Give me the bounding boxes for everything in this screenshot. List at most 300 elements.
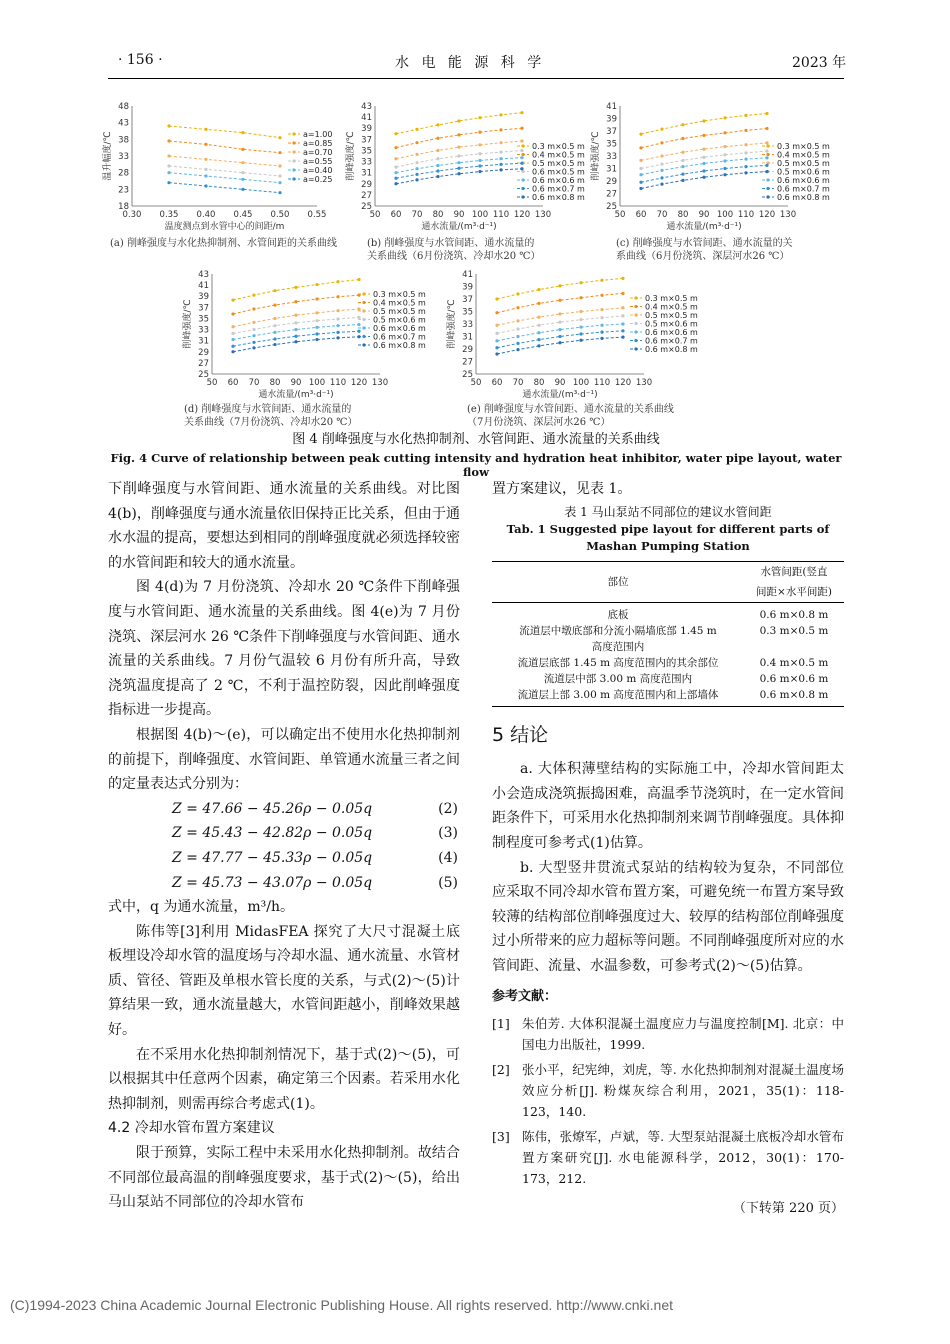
data-point (621, 314, 624, 317)
data-point (600, 279, 603, 282)
data-point (436, 157, 439, 160)
y-tick-label: 18 (118, 202, 129, 212)
x-tick-label: 120 (350, 378, 368, 388)
data-point (336, 331, 339, 334)
data-point (231, 332, 234, 335)
x-tick-label: 90 (554, 378, 566, 388)
data-point (294, 314, 297, 317)
data-point (537, 302, 540, 305)
data-point (478, 159, 481, 162)
data-point (478, 164, 481, 167)
y-tick-label: 39 (361, 124, 372, 135)
data-point (294, 335, 297, 338)
x-tick-label: 90 (698, 210, 710, 220)
data-point (315, 319, 318, 322)
y-axis-label: 削峰强度/℃ (591, 131, 601, 181)
data-point (702, 148, 705, 151)
data-point (336, 317, 339, 320)
series-line (396, 128, 522, 147)
data-point (744, 171, 747, 174)
data-point (558, 299, 561, 302)
data-point (520, 111, 523, 114)
data-point (495, 352, 498, 355)
subcap-e: (e) 削峰强度与水管间距、通水流量的关系曲线 （7月份浇筑、深层河水26 ℃） (467, 404, 674, 428)
data-point (723, 153, 726, 156)
para: 图 4(d)为 7 月份浇筑、冷却水 20 ℃条件下削峰强度与水管间距、通水流量的关系曲线。图 4(e)为 7 月份浇筑、深层河水 26 ℃条件下削峰强度与水管间距、通水流量的关系曲线。7 月份气温较 6 月份有所升高，导致浇筑温度提高了 2 ℃，不利于温控防裂，因此削峰强度指标进一步提高。 (108, 579, 460, 719)
y-tick-label: 35 (198, 314, 209, 325)
legend-label: 0.6 m×0.6 m (777, 176, 830, 185)
data-point (167, 124, 170, 127)
figure-caption-en: Fig. 4 Curve of relationship between peak cutting intensity and hydration heat inhibitor, water pipe layout, water flow (110, 451, 842, 479)
data-point (167, 139, 170, 142)
equation-4: Z = 47.77 − 45.33ρ − 0.05q (4) (172, 849, 458, 866)
y-tick-label: 33 (361, 157, 372, 168)
data-point (537, 288, 540, 291)
data-point (520, 156, 523, 159)
x-tick-label: 90 (290, 378, 302, 388)
chart-a (100, 96, 350, 260)
legend-label: 0.5 m×0.5 m (532, 159, 585, 168)
para: 陈伟等[3]利用 MidasFEA 探究了大尺寸混凝土底板埋设冷却水管的温度场与冷却水温、通水流量、水管材质、管径、管距及单根水管长度的关系，与式(2)～(5)计算结果一致，通水流量越大，水管间距越小，削峰效果越好。 (108, 923, 460, 1039)
y-tick-label: 35 (462, 307, 473, 318)
data-point (457, 146, 460, 149)
data-point (204, 158, 207, 161)
data-point (241, 161, 244, 164)
legend-label: 0.5 m×0.5 m (777, 159, 830, 168)
legend-marker (634, 339, 637, 342)
chart-d (180, 264, 450, 408)
legend-label: 0.4 m×0.5 m (532, 150, 585, 160)
y-tick-label: 27 (606, 189, 617, 200)
data-point (357, 307, 360, 310)
data-point (702, 119, 705, 122)
data-point (457, 119, 460, 122)
data-point (723, 131, 726, 134)
legend-marker (634, 347, 637, 350)
data-point (702, 176, 705, 179)
data-point (294, 300, 297, 303)
table-1 (492, 561, 844, 707)
data-point (579, 326, 582, 329)
data-point (252, 321, 255, 324)
data-point (537, 324, 540, 327)
data-point (294, 328, 297, 331)
y-tick-label: 43 (198, 270, 209, 280)
y-tick-label: 37 (606, 127, 617, 137)
legend-marker (766, 195, 769, 198)
data-point (457, 172, 460, 175)
data-point (681, 173, 684, 176)
legend-label: 0.6 m×0.8 m (373, 341, 426, 350)
data-point (516, 292, 519, 295)
legend-label: 0.3 m×0.5 m (645, 294, 698, 303)
data-point (436, 164, 439, 167)
legend-marker (521, 195, 524, 198)
data-point (639, 173, 642, 176)
y-tick-label: 41 (606, 102, 617, 112)
data-point (723, 173, 726, 176)
x-tick-label: 0.40 (196, 210, 216, 220)
data-point (520, 167, 523, 170)
data-point (273, 324, 276, 327)
x-tick-label: 80 (269, 378, 281, 388)
conclusion-b: b. 大型竖井贯流式泵站的结构较为复杂，不同部位应采取不同冷却水管布置方案，可避免统一布置方案导致较薄的结构部位削峰强度过大、较厚的结构部位削峰强度过小所带来的应力超标等问题。不同削峰强度所对应的水管间距、流量、水温参数，可参考式(2)～(5)估算。 (492, 859, 844, 974)
data-point (600, 331, 603, 334)
section-heading-4-2: 4.2 冷却水管布置方案建议 (108, 1120, 275, 1137)
data-point (315, 283, 318, 286)
x-tick-label: 0.30 (122, 210, 142, 220)
data-point (252, 328, 255, 331)
data-point (478, 131, 481, 134)
data-point (231, 338, 234, 341)
series-line (641, 172, 767, 189)
data-point (273, 317, 276, 320)
table-row: 流道层底部 1.45 m 高度范围内的其余部位 0.4 m×0.5 m (517, 656, 829, 669)
legend-marker (634, 330, 637, 333)
x-tick-label: 50 (206, 378, 218, 388)
legend-label: 0.3 m×0.5 m (373, 290, 426, 299)
data-point (621, 322, 624, 325)
data-point (723, 167, 726, 170)
data-point (495, 324, 498, 327)
data-point (336, 324, 339, 327)
y-tick-label: 39 (606, 114, 617, 125)
legend-marker (292, 141, 295, 144)
data-point (495, 311, 498, 314)
series-line (396, 163, 522, 178)
data-point (415, 153, 418, 156)
subcap-b: (b) 削峰强度与水管间距、通水流量的 关系曲线（6月份浇筑、冷却水20 ℃） (367, 238, 541, 262)
right-column (492, 477, 844, 1222)
data-point (499, 151, 502, 154)
series-line (233, 337, 359, 352)
data-point (702, 169, 705, 172)
x-tick-label: 50 (369, 210, 381, 220)
y-tick-label: 37 (198, 303, 209, 314)
x-axis-label: 通水流量/(m³·d⁻¹) (258, 390, 334, 400)
data-point (744, 165, 747, 168)
data-point (167, 154, 170, 157)
legend-marker (634, 296, 637, 299)
data-point (241, 171, 244, 174)
series-line (233, 280, 359, 301)
equation-5: Z = 45.73 − 43.07ρ − 0.05q (5) (172, 874, 458, 891)
legend-marker (362, 292, 365, 295)
subcap-a: (a) 削峰强度与水化热抑制剂、水管间距的关系曲线 (110, 238, 337, 249)
legend-marker (766, 178, 769, 181)
data-point (415, 128, 418, 131)
table-row: 流道层中墩底部和分流小隔墙底部 1.45 m 0.3 m×0.5 m (519, 624, 829, 637)
x-tick-label: 110 (593, 378, 611, 388)
series-line (396, 169, 522, 184)
y-tick-label: 41 (198, 281, 209, 292)
legend-marker (521, 187, 524, 190)
data-point (495, 346, 498, 349)
data-point (681, 123, 684, 126)
x-tick-label: 60 (491, 378, 503, 388)
continued-note: （下转第 220 页） (732, 1201, 844, 1217)
legend-label: 0.4 m×0.5 m (777, 150, 830, 160)
x-tick-label: 80 (432, 210, 444, 220)
data-point (579, 310, 582, 313)
data-point (499, 141, 502, 144)
data-point (273, 289, 276, 292)
data-point (278, 164, 281, 167)
data-point (204, 168, 207, 171)
subcap-d: (d) 削峰强度与水管间距、通水流量的 关系曲线（7月份浇筑、冷却水20 ℃） (184, 404, 358, 428)
data-point (660, 169, 663, 172)
data-point (520, 149, 523, 152)
legend-label: 0.6 m×0.7 m (532, 184, 585, 194)
data-point (167, 181, 170, 184)
data-point (765, 156, 768, 159)
data-point (336, 336, 339, 339)
reference-item: [1] 朱伯芳. 大体积混凝土温度应力与温度控制[M]. 北京：中国电力出版社，1999. (492, 1016, 844, 1053)
y-axis-label: 削峰强度/℃ (447, 299, 457, 349)
y-tick-label: 33 (462, 320, 473, 330)
data-point (204, 184, 207, 187)
y-tick-label: 27 (361, 190, 372, 201)
data-point (336, 309, 339, 312)
data-point (241, 148, 244, 151)
series-line (497, 324, 623, 341)
data-point (558, 321, 561, 324)
x-tick-label: 0.55 (307, 210, 327, 220)
data-point (457, 161, 460, 164)
legend-label: 0.3 m×0.5 m (777, 142, 830, 151)
data-point (639, 146, 642, 149)
data-point (231, 312, 234, 315)
legend-label: 0.4 m×0.5 m (373, 298, 426, 308)
data-point (660, 141, 663, 144)
y-tick-label: 28 (118, 168, 129, 179)
data-point (558, 328, 561, 331)
legend-label: 0.6 m×0.6 m (532, 176, 585, 185)
legend-label: 0.6 m×0.8 m (645, 345, 698, 354)
y-tick-label: 29 (361, 179, 372, 190)
x-tick-label: 100 (308, 378, 326, 388)
x-tick-label: 110 (329, 378, 347, 388)
data-point (204, 128, 207, 131)
para: 下削峰强度与水管间距、通水流量的关系曲线。对比图 4(b)，削峰强度与通水流量依旧保持正比关系，但由于通水水温的提高，要想达到相同的削峰强度就必须选择较密的水管间距和较大的通水流量。 (108, 481, 460, 571)
data-point (394, 132, 397, 135)
legend-label: 0.4 m×0.5 m (645, 302, 698, 312)
data-point (723, 159, 726, 162)
legend-marker (292, 132, 295, 135)
data-point (600, 324, 603, 327)
x-tick-label: 60 (635, 210, 647, 220)
data-point (436, 137, 439, 140)
legend-marker (521, 178, 524, 181)
table-header-spacing: 水管间距(竖直 间距×水平间距) (756, 565, 832, 598)
data-point (639, 133, 642, 136)
data-point (579, 332, 582, 335)
data-point (520, 139, 523, 142)
data-point (394, 146, 397, 149)
x-tick-label: 120 (614, 378, 632, 388)
copyright-footer: (C)1994-2023 China Academic Journal Electronic Publishing House. All rights reserved. http://www.cnki.net (10, 1297, 673, 1313)
data-point (499, 168, 502, 171)
legend-label: a=0.85 (303, 139, 333, 148)
journal-title: 水 电 能 源 科 学 (395, 55, 546, 71)
data-point (394, 166, 397, 169)
series-line (169, 183, 280, 193)
data-point (520, 162, 523, 165)
data-point (639, 167, 642, 170)
data-point (499, 157, 502, 160)
data-point (516, 319, 519, 322)
y-tick-label: 25 (606, 202, 617, 212)
data-point (702, 162, 705, 165)
y-tick-label: 38 (118, 135, 129, 146)
series-line (497, 293, 623, 312)
data-point (639, 187, 642, 190)
legend-label: 0.6 m×0.7 m (777, 184, 830, 194)
data-point (357, 330, 360, 333)
legend-label: 0.6 m×0.7 m (645, 336, 698, 346)
series-line (497, 337, 623, 354)
legend-label: 0.5 m×0.6 m (373, 315, 426, 325)
data-point (765, 149, 768, 152)
data-point (744, 129, 747, 132)
x-tick-label: 60 (227, 378, 239, 388)
data-point (204, 143, 207, 146)
data-point (660, 154, 663, 157)
data-point (537, 316, 540, 319)
y-tick-label: 27 (462, 357, 473, 368)
legend-marker (362, 326, 365, 329)
x-tick-label: 130 (779, 210, 797, 220)
x-tick-label: 130 (534, 210, 552, 220)
x-tick-label: 130 (635, 378, 653, 388)
data-point (520, 127, 523, 130)
series-line (497, 331, 623, 348)
y-tick-label: 33 (118, 152, 129, 162)
data-point (252, 346, 255, 349)
y-tick-label: 31 (198, 336, 209, 347)
data-point (579, 281, 582, 284)
x-tick-label: 0.35 (159, 210, 179, 220)
data-point (231, 350, 234, 353)
legend-label: 0.5 m×0.6 m (777, 167, 830, 177)
data-point (357, 278, 360, 281)
data-point (252, 294, 255, 297)
data-point (436, 169, 439, 172)
data-point (273, 304, 276, 307)
table-title: 表 1 马山泵站不同部位的建议水管间距 Tab. 1 Suggested pipe layout for different parts of Mashan Pumping Station (506, 504, 830, 553)
data-point (394, 157, 397, 160)
data-point (660, 176, 663, 179)
legend-marker (521, 170, 524, 173)
data-point (621, 292, 624, 295)
para: 根据图 4(b)～(e)，可以确定出不使用水化热抑制剂的前提下，削峰强度、水管间距、单管通水流量三者之间的定量表达式分别为： (108, 726, 460, 793)
y-tick-label: 31 (462, 332, 473, 343)
legend-marker (766, 153, 769, 156)
data-point (639, 159, 642, 162)
references-title: 参考文献： (492, 988, 558, 1004)
data-point (765, 164, 768, 167)
data-point (167, 171, 170, 174)
data-point (273, 343, 276, 346)
data-point (415, 141, 418, 144)
y-tick-label: 43 (361, 102, 372, 112)
data-point (579, 296, 582, 299)
x-tick-label: 0.45 (233, 210, 253, 220)
issue-year: 2023 年 (792, 55, 847, 71)
data-point (660, 128, 663, 131)
x-tick-label: 50 (614, 210, 626, 220)
y-axis-label: 削峰强度/℃ (346, 131, 356, 181)
data-point (278, 181, 281, 184)
data-point (579, 339, 582, 342)
x-tick-label: 100 (572, 378, 590, 388)
y-tick-label: 29 (198, 347, 209, 358)
data-point (744, 151, 747, 154)
y-axis-label: 温升幅度/℃ (103, 131, 113, 181)
y-tick-label: 23 (118, 185, 129, 196)
y-tick-label: 25 (361, 202, 372, 212)
conclusion-a: a. 大体积薄壁结构的实际施工中，冷却水管间距太小会造成浇筑振捣困难，高温季节浇筑时，在一定水管间距条件下，可采用水化热抑制剂来调节削峰强度。具体抑制程度可参考式(1)估算。 (492, 761, 844, 851)
data-point (278, 174, 281, 177)
data-point (273, 337, 276, 340)
x-tick-label: 110 (492, 210, 510, 220)
x-tick-label: 120 (513, 210, 531, 220)
legend-label: 0.6 m×0.5 m (532, 167, 585, 177)
series-line (233, 295, 359, 314)
legend-label: 0.6 m×0.6 m (373, 324, 426, 333)
left-column (108, 477, 460, 1215)
data-point (315, 338, 318, 341)
data-point (558, 335, 561, 338)
x-tick-label: 50 (470, 378, 482, 388)
data-point (765, 141, 768, 144)
data-point (394, 177, 397, 180)
data-point (478, 170, 481, 173)
x-axis-label: 温度测点到水管中心的间距/m (164, 222, 285, 232)
table-row: 流道层中部 3.00 m 高度范围内 0.6 m×0.6 m (543, 672, 829, 685)
data-point (294, 340, 297, 343)
data-point (478, 116, 481, 119)
equation-2: Z = 47.66 − 45.26ρ − 0.05q (2) (172, 800, 458, 817)
data-point (516, 327, 519, 330)
data-point (558, 284, 561, 287)
legend-label: 0.5 m×0.5 m (645, 311, 698, 320)
legend-marker (362, 301, 365, 304)
chart-e (446, 264, 736, 408)
data-point (336, 295, 339, 298)
legend-label: 0.6 m×0.8 m (532, 193, 585, 202)
x-tick-label: 90 (453, 210, 465, 220)
data-point (252, 341, 255, 344)
data-point (415, 167, 418, 170)
y-tick-label: 33 (198, 325, 209, 336)
x-tick-label: 60 (390, 210, 402, 220)
data-point (278, 136, 281, 139)
data-point (357, 335, 360, 338)
data-point (495, 297, 498, 300)
data-point (231, 325, 234, 328)
data-point (660, 163, 663, 166)
y-tick-label: 29 (606, 177, 617, 187)
series-line (641, 129, 767, 148)
data-point (702, 156, 705, 159)
data-point (765, 112, 768, 115)
y-tick-label: 35 (361, 146, 372, 157)
legend-label: a=0.25 (303, 175, 333, 184)
x-tick-label: 80 (677, 210, 689, 220)
data-point (558, 312, 561, 315)
data-point (600, 308, 603, 311)
